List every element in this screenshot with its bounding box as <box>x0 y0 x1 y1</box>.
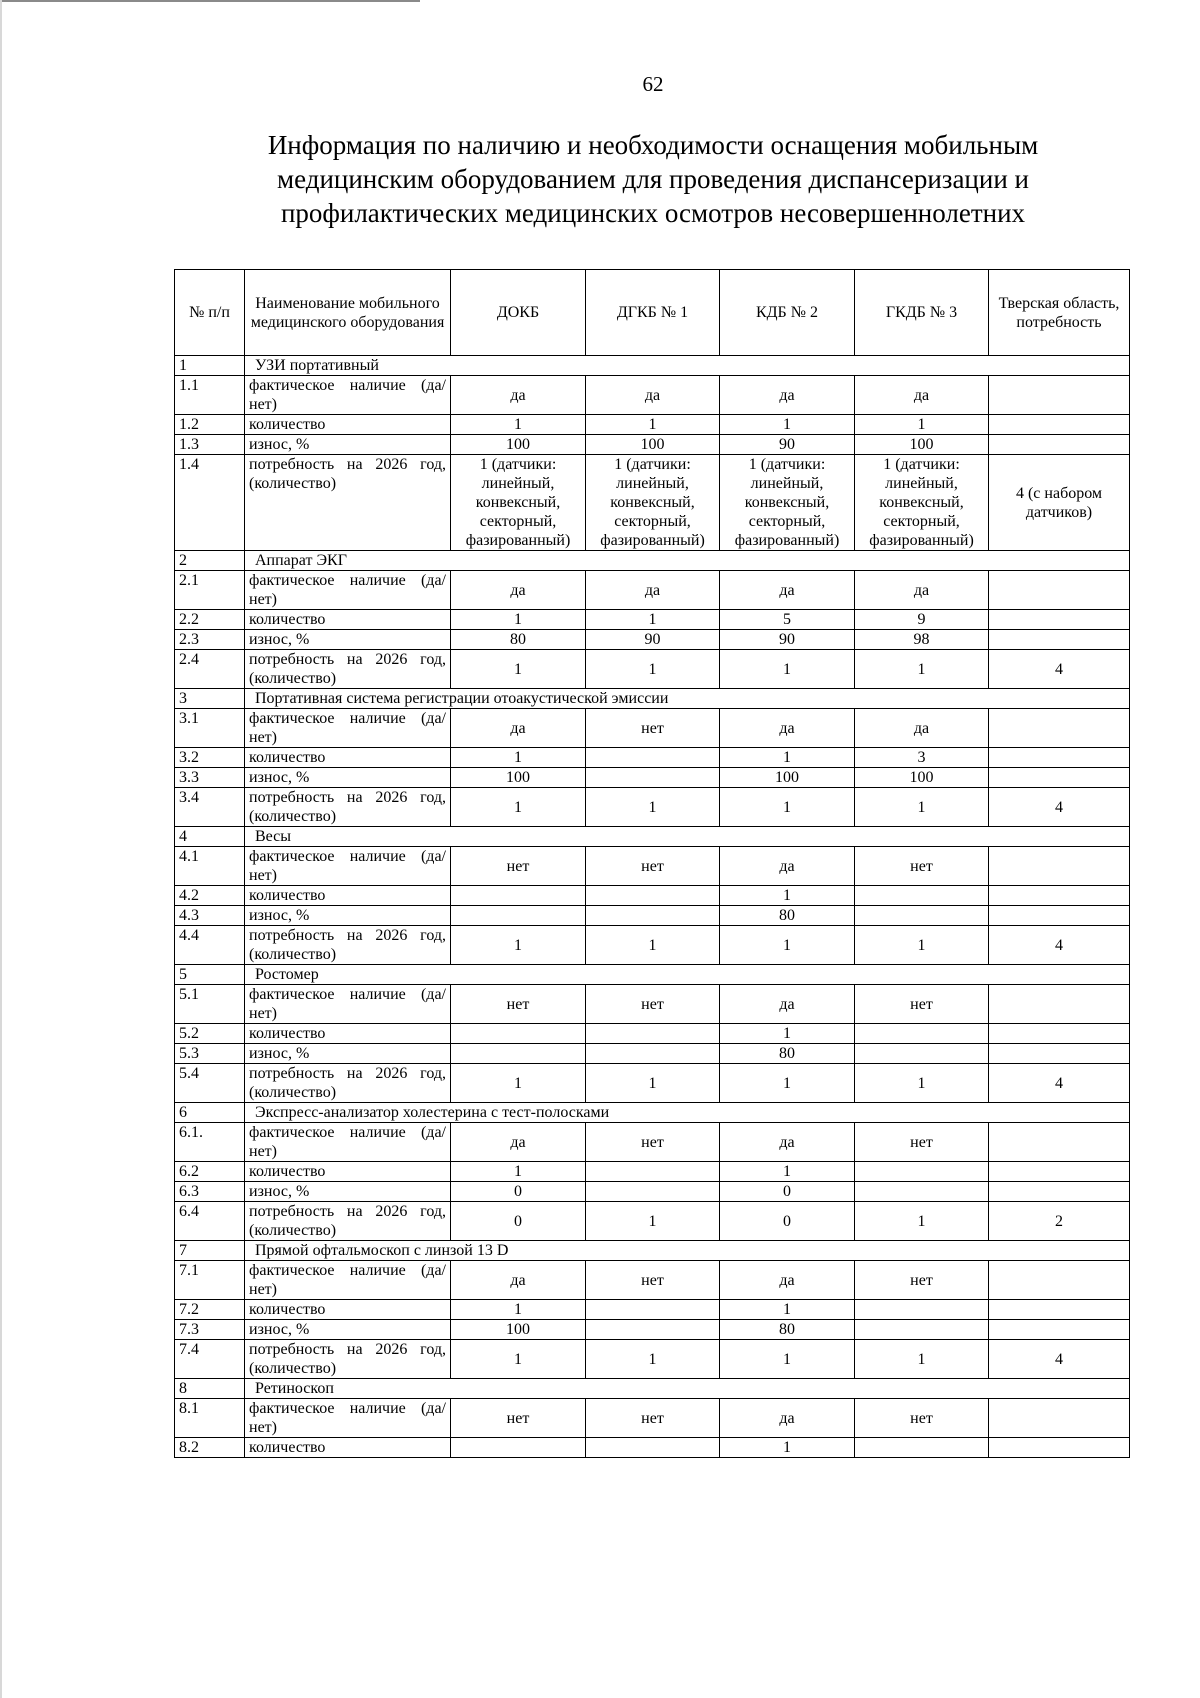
row-number: 4.1 <box>175 847 245 886</box>
cell-dokb: 1 <box>451 415 586 435</box>
table-row <box>175 1162 1130 1182</box>
table-row <box>175 1064 1130 1103</box>
cell-dokb: 100 <box>451 435 586 455</box>
cell-tver-total <box>989 630 1130 650</box>
cell-tver-total: 4 <box>989 788 1130 827</box>
header-num: № п/п <box>175 270 245 356</box>
section-row <box>175 689 1130 709</box>
row-number: 7.4 <box>175 1340 245 1379</box>
row-name: фактическое наличие (да/нет) <box>245 376 451 415</box>
table-row <box>175 1340 1130 1379</box>
row-name: потребность на 2026 год, (количество) <box>245 1202 451 1241</box>
cell-dgkb-1 <box>586 1300 720 1320</box>
cell-gkdb-3 <box>855 1320 989 1340</box>
cell-dgkb-1 <box>586 906 720 926</box>
table-row <box>175 1399 1130 1438</box>
cell-gkdb-3: 1 <box>855 1202 989 1241</box>
scan-edge-left <box>0 0 2 1698</box>
cell-gkdb-3: нет <box>855 1261 989 1300</box>
cell-gkdb-3 <box>855 1300 989 1320</box>
cell-kdb-2: 1 <box>720 1340 855 1379</box>
row-name: фактическое наличие (да/нет) <box>245 1261 451 1300</box>
cell-gkdb-3: 1 <box>855 788 989 827</box>
cell-gkdb-3: да <box>855 376 989 415</box>
scan-edge-top <box>0 0 420 2</box>
cell-dokb: 1 <box>451 650 586 689</box>
cell-gkdb-3: 1 <box>855 926 989 965</box>
cell-tver-total <box>989 768 1130 788</box>
cell-dgkb-1 <box>586 1182 720 1202</box>
row-name: фактическое наличие (да/нет) <box>245 847 451 886</box>
cell-tver-total <box>989 886 1130 906</box>
row-number: 3.1 <box>175 709 245 748</box>
section-row <box>175 551 1130 571</box>
cell-tver-total <box>989 1320 1130 1340</box>
cell-dgkb-1 <box>586 1044 720 1064</box>
cell-dgkb-1 <box>586 1162 720 1182</box>
cell-tver-total <box>989 847 1130 886</box>
table-row <box>175 748 1130 768</box>
cell-tver-total <box>989 1182 1130 1202</box>
cell-gkdb-3: 100 <box>855 768 989 788</box>
cell-gkdb-3: 98 <box>855 630 989 650</box>
row-number: 6.2 <box>175 1162 245 1182</box>
row-name: износ, % <box>245 630 451 650</box>
cell-gkdb-3: 1 <box>855 650 989 689</box>
cell-kdb-2: 80 <box>720 1320 855 1340</box>
cell-dokb: 1 <box>451 748 586 768</box>
row-number: 5.2 <box>175 1024 245 1044</box>
cell-dokb: 1 <box>451 1300 586 1320</box>
table-row <box>175 376 1130 415</box>
cell-gkdb-3: 1 <box>855 1340 989 1379</box>
cell-gkdb-3: нет <box>855 1123 989 1162</box>
table-row <box>175 847 1130 886</box>
cell-kdb-2: 1 <box>720 926 855 965</box>
row-number: 5.4 <box>175 1064 245 1103</box>
cell-kdb-2: да <box>720 985 855 1024</box>
cell-kdb-2: да <box>720 1399 855 1438</box>
cell-tver-total: 4 <box>989 650 1130 689</box>
row-number: 2.2 <box>175 610 245 630</box>
row-name: количество <box>245 748 451 768</box>
cell-tver-total <box>989 1438 1130 1458</box>
table-row <box>175 1024 1130 1044</box>
cell-gkdb-3: нет <box>855 985 989 1024</box>
section-number: 7 <box>175 1241 245 1261</box>
cell-dokb: 100 <box>451 768 586 788</box>
section-title: Экспресс-анализатор холестерина с тест-полосками <box>245 1103 1130 1123</box>
row-number: 8.1 <box>175 1399 245 1438</box>
row-number: 7.3 <box>175 1320 245 1340</box>
title-line: Информация по наличию и необходимости оснащения мобильным <box>267 130 1039 160</box>
row-name: потребность на 2026 год, (количество) <box>245 926 451 965</box>
cell-gkdb-3: 100 <box>855 435 989 455</box>
row-number: 6.3 <box>175 1182 245 1202</box>
cell-dokb: 0 <box>451 1182 586 1202</box>
cell-tver-total: 4 <box>989 1340 1130 1379</box>
cell-kdb-2: 1 <box>720 415 855 435</box>
cell-kdb-2: да <box>720 376 855 415</box>
cell-dokb: 100 <box>451 1320 586 1340</box>
document-title <box>130 128 1176 230</box>
cell-gkdb-3 <box>855 1182 989 1202</box>
table-row <box>175 709 1130 748</box>
cell-dgkb-1: нет <box>586 1261 720 1300</box>
section-row <box>175 827 1130 847</box>
row-name: фактическое наличие (да/нет) <box>245 571 451 610</box>
row-number: 7.1 <box>175 1261 245 1300</box>
table-row <box>175 768 1130 788</box>
cell-tver-total: 4 <box>989 926 1130 965</box>
cell-dgkb-1: 90 <box>586 630 720 650</box>
row-number: 8.2 <box>175 1438 245 1458</box>
row-name: износ, % <box>245 1044 451 1064</box>
cell-dokb: да <box>451 1261 586 1300</box>
row-name: количество <box>245 1024 451 1044</box>
cell-tver-total <box>989 376 1130 415</box>
cell-tver-total <box>989 906 1130 926</box>
cell-tver-total <box>989 709 1130 748</box>
row-name: износ, % <box>245 906 451 926</box>
row-number: 1.4 <box>175 455 245 551</box>
cell-kdb-2: 80 <box>720 906 855 926</box>
section-title: УЗИ портативный <box>245 356 1130 376</box>
table-row <box>175 571 1130 610</box>
cell-dgkb-1 <box>586 768 720 788</box>
section-number: 8 <box>175 1379 245 1399</box>
table-row <box>175 1182 1130 1202</box>
header-kdb-2: КДБ № 2 <box>720 270 855 356</box>
cell-tver-total <box>989 415 1130 435</box>
section-row <box>175 965 1130 985</box>
section-number: 1 <box>175 356 245 376</box>
cell-kdb-2: 1 <box>720 788 855 827</box>
row-number: 3.3 <box>175 768 245 788</box>
page-number: 62 <box>642 72 664 96</box>
cell-kdb-2: 100 <box>720 768 855 788</box>
cell-kdb-2: 90 <box>720 435 855 455</box>
row-name: потребность на 2026 год, (количество) <box>245 788 451 827</box>
cell-dokb <box>451 1044 586 1064</box>
cell-dgkb-1: 100 <box>586 435 720 455</box>
cell-dgkb-1 <box>586 1320 720 1340</box>
row-name: фактическое наличие (да/нет) <box>245 709 451 748</box>
cell-dokb <box>451 1024 586 1044</box>
cell-kdb-2: да <box>720 1123 855 1162</box>
cell-dokb: 1 <box>451 926 586 965</box>
cell-tver-total <box>989 1300 1130 1320</box>
cell-tver-total <box>989 748 1130 768</box>
row-name: количество <box>245 886 451 906</box>
cell-kdb-2: 0 <box>720 1182 855 1202</box>
cell-gkdb-3 <box>855 886 989 906</box>
header-dgkb-1: ДГКБ № 1 <box>586 270 720 356</box>
cell-dgkb-1 <box>586 748 720 768</box>
table-header-row <box>175 270 1130 356</box>
section-row <box>175 1103 1130 1123</box>
cell-kdb-2: 80 <box>720 1044 855 1064</box>
cell-gkdb-3 <box>855 1024 989 1044</box>
cell-gkdb-3: да <box>855 709 989 748</box>
table-row <box>175 630 1130 650</box>
cell-dgkb-1: 1 (датчики: линейный, конвексный, секторный, фазированный) <box>586 455 720 551</box>
cell-kdb-2: да <box>720 1261 855 1300</box>
cell-tver-total <box>989 985 1130 1024</box>
cell-gkdb-3: 3 <box>855 748 989 768</box>
row-name: потребность на 2026 год, (количество) <box>245 455 451 551</box>
cell-gkdb-3 <box>855 906 989 926</box>
row-number: 7.2 <box>175 1300 245 1320</box>
cell-kdb-2: 1 <box>720 748 855 768</box>
cell-kdb-2: 1 <box>720 1064 855 1103</box>
row-number: 4.2 <box>175 886 245 906</box>
row-name: износ, % <box>245 1320 451 1340</box>
cell-tver-total: 2 <box>989 1202 1130 1241</box>
section-title: Ростомер <box>245 965 1130 985</box>
cell-dgkb-1: нет <box>586 847 720 886</box>
section-title: Весы <box>245 827 1130 847</box>
section-title: Аппарат ЭКГ <box>245 551 1130 571</box>
table-row <box>175 1123 1130 1162</box>
cell-gkdb-3: нет <box>855 847 989 886</box>
cell-dgkb-1: нет <box>586 985 720 1024</box>
cell-kdb-2: 1 (датчики: линейный, конвексный, секторный, фазированный) <box>720 455 855 551</box>
cell-kdb-2: 1 <box>720 1162 855 1182</box>
table-row <box>175 610 1130 630</box>
section-row <box>175 1241 1130 1261</box>
cell-kdb-2: 5 <box>720 610 855 630</box>
row-number: 2.4 <box>175 650 245 689</box>
cell-tver-total <box>989 1399 1130 1438</box>
section-title: Портативная система регистрации отоакустической эмиссии <box>245 689 1130 709</box>
cell-kdb-2: 90 <box>720 630 855 650</box>
cell-dgkb-1 <box>586 1438 720 1458</box>
cell-tver-total <box>989 1162 1130 1182</box>
cell-dokb: да <box>451 1123 586 1162</box>
row-number: 2.3 <box>175 630 245 650</box>
cell-tver-total <box>989 1261 1130 1300</box>
row-number: 3.4 <box>175 788 245 827</box>
cell-dokb: 1 <box>451 610 586 630</box>
section-number: 4 <box>175 827 245 847</box>
row-number: 4.3 <box>175 906 245 926</box>
cell-gkdb-3 <box>855 1162 989 1182</box>
table-row <box>175 1300 1130 1320</box>
cell-dokb: 1 <box>451 1162 586 1182</box>
table-row <box>175 435 1130 455</box>
row-number: 3.2 <box>175 748 245 768</box>
cell-dokb: 1 <box>451 1340 586 1379</box>
cell-dokb: да <box>451 709 586 748</box>
cell-dokb: нет <box>451 985 586 1024</box>
section-row <box>175 1379 1130 1399</box>
cell-kdb-2: 1 <box>720 1024 855 1044</box>
cell-kdb-2: 0 <box>720 1202 855 1241</box>
section-title: Ретиноскоп <box>245 1379 1130 1399</box>
header-tver-total: Тверская область, потребность <box>989 270 1130 356</box>
row-name: количество <box>245 415 451 435</box>
header-gkdb-3: ГКДБ № 3 <box>855 270 989 356</box>
cell-dokb: да <box>451 571 586 610</box>
table-row <box>175 1438 1130 1458</box>
cell-dgkb-1: нет <box>586 1399 720 1438</box>
row-name: износ, % <box>245 1182 451 1202</box>
cell-dgkb-1: 1 <box>586 1340 720 1379</box>
cell-kdb-2: 1 <box>720 886 855 906</box>
cell-gkdb-3: нет <box>855 1399 989 1438</box>
row-name: потребность на 2026 год, (количество) <box>245 650 451 689</box>
cell-dokb: 1 <box>451 788 586 827</box>
cell-tver-total <box>989 1024 1130 1044</box>
cell-kdb-2: да <box>720 571 855 610</box>
cell-dgkb-1: нет <box>586 1123 720 1162</box>
cell-gkdb-3 <box>855 1438 989 1458</box>
table-row <box>175 650 1130 689</box>
row-number: 6.1. <box>175 1123 245 1162</box>
cell-dgkb-1: 1 <box>586 1064 720 1103</box>
cell-tver-total: 4 (с набором датчиков) <box>989 455 1130 551</box>
row-number: 5.3 <box>175 1044 245 1064</box>
table-row <box>175 985 1130 1024</box>
row-name: количество <box>245 610 451 630</box>
cell-gkdb-3: 1 (датчики: линейный, конвексный, секторный, фазированный) <box>855 455 989 551</box>
cell-dokb <box>451 1438 586 1458</box>
table-row <box>175 906 1130 926</box>
cell-tver-total <box>989 1044 1130 1064</box>
cell-tver-total <box>989 610 1130 630</box>
row-name: потребность на 2026 год, (количество) <box>245 1340 451 1379</box>
table-row <box>175 1261 1130 1300</box>
table-row <box>175 886 1130 906</box>
cell-dokb: 1 <box>451 1064 586 1103</box>
row-name: количество <box>245 1438 451 1458</box>
row-number: 5.1 <box>175 985 245 1024</box>
cell-kdb-2: да <box>720 847 855 886</box>
header-dokb: ДОКБ <box>451 270 586 356</box>
cell-dokb: нет <box>451 847 586 886</box>
row-name: износ, % <box>245 768 451 788</box>
cell-gkdb-3: 9 <box>855 610 989 630</box>
cell-gkdb-3: 1 <box>855 415 989 435</box>
cell-dgkb-1: 1 <box>586 1202 720 1241</box>
cell-dgkb-1: да <box>586 571 720 610</box>
row-number: 1.2 <box>175 415 245 435</box>
table-row <box>175 1320 1130 1340</box>
cell-kdb-2: 1 <box>720 1300 855 1320</box>
section-number: 6 <box>175 1103 245 1123</box>
table-row <box>175 1202 1130 1241</box>
cell-tver-total <box>989 1123 1130 1162</box>
cell-tver-total: 4 <box>989 1064 1130 1103</box>
cell-dgkb-1: 1 <box>586 610 720 630</box>
section-number: 3 <box>175 689 245 709</box>
row-number: 1.3 <box>175 435 245 455</box>
header-name: Наименование мобильного медицинского оборудования <box>245 270 451 356</box>
section-number: 5 <box>175 965 245 985</box>
cell-dgkb-1 <box>586 1024 720 1044</box>
cell-kdb-2: 1 <box>720 1438 855 1458</box>
cell-dokb: 1 (датчики: линейный, конвексный, секторный, фазированный) <box>451 455 586 551</box>
cell-dokb: 0 <box>451 1202 586 1241</box>
cell-dgkb-1 <box>586 886 720 906</box>
row-name: фактическое наличие (да/нет) <box>245 985 451 1024</box>
title-line: профилактических медицинских осмотров несовершеннолетних <box>280 198 1026 228</box>
cell-gkdb-3: 1 <box>855 1064 989 1103</box>
equipment-table <box>174 269 1130 1458</box>
table-row <box>175 455 1130 551</box>
row-name: количество <box>245 1300 451 1320</box>
cell-gkdb-3: да <box>855 571 989 610</box>
cell-dgkb-1: 1 <box>586 650 720 689</box>
table-body <box>175 356 1130 1458</box>
row-number: 1.1 <box>175 376 245 415</box>
cell-dgkb-1: 1 <box>586 926 720 965</box>
cell-kdb-2: 1 <box>720 650 855 689</box>
cell-dokb: нет <box>451 1399 586 1438</box>
row-name: износ, % <box>245 435 451 455</box>
cell-kdb-2: да <box>720 709 855 748</box>
cell-dokb <box>451 906 586 926</box>
cell-dgkb-1: да <box>586 376 720 415</box>
cell-dokb <box>451 886 586 906</box>
cell-dgkb-1: 1 <box>586 788 720 827</box>
cell-dokb: 80 <box>451 630 586 650</box>
cell-tver-total <box>989 571 1130 610</box>
section-number: 2 <box>175 551 245 571</box>
row-number: 2.1 <box>175 571 245 610</box>
cell-gkdb-3 <box>855 1044 989 1064</box>
cell-tver-total <box>989 435 1130 455</box>
row-number: 6.4 <box>175 1202 245 1241</box>
cell-dokb: да <box>451 376 586 415</box>
section-row <box>175 356 1130 376</box>
section-title: Прямой офтальмоскоп с линзой 13 D <box>245 1241 1130 1261</box>
row-name: количество <box>245 1162 451 1182</box>
cell-dgkb-1: нет <box>586 709 720 748</box>
row-name: фактическое наличие (да/нет) <box>245 1123 451 1162</box>
table-row <box>175 926 1130 965</box>
row-number: 4.4 <box>175 926 245 965</box>
title-line: медицинским оборудованием для проведения диспансеризации и <box>277 164 1029 194</box>
table-row <box>175 788 1130 827</box>
cell-dgkb-1: 1 <box>586 415 720 435</box>
row-name: фактическое наличие (да/нет) <box>245 1399 451 1438</box>
row-name: потребность на 2026 год, (количество) <box>245 1064 451 1103</box>
table-row <box>175 415 1130 435</box>
table-row <box>175 1044 1130 1064</box>
